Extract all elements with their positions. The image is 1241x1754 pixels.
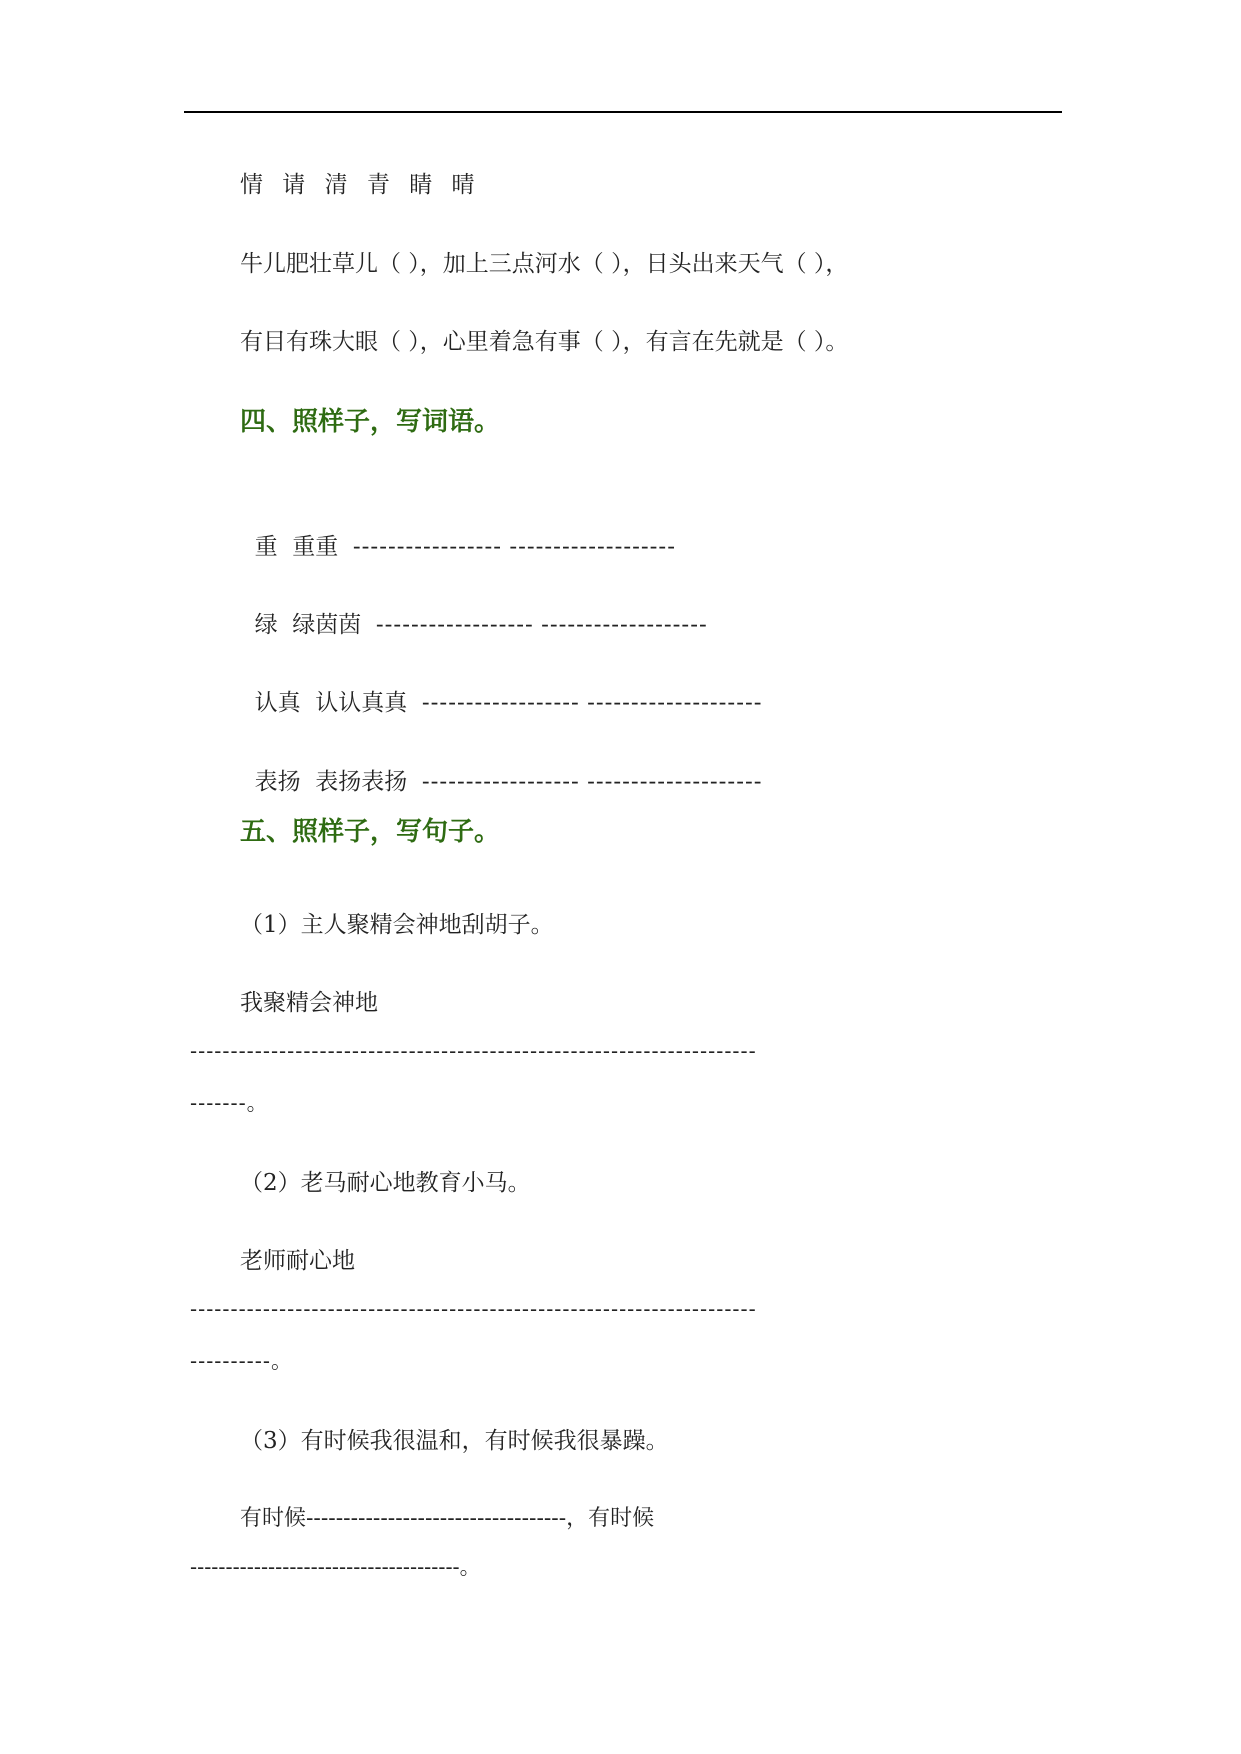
- q3-answer-line-2[interactable]: --------------------------------------。: [190, 1555, 481, 1579]
- answer-blank[interactable]: -------------------: [509, 534, 676, 560]
- word-prompt: 重 重重: [254, 534, 339, 560]
- answer-blank[interactable]: -----------------: [352, 534, 502, 560]
- q3-answer-line-1[interactable]: 有时候-----------------------------------，有时候: [240, 1506, 655, 1531]
- q2-start: 老师耐心地: [240, 1248, 355, 1274]
- word-item-1: [240, 502, 676, 562]
- q1-answer-end[interactable]: -------。: [190, 1091, 269, 1115]
- q1-example: （1）主人聚精会神地刮胡子。: [240, 912, 554, 938]
- section5-title: 五、照样子，写句子。: [240, 817, 501, 847]
- q1-start: 我聚精会神地: [240, 990, 378, 1016]
- q3-example: （3）有时候我很温和，有时候我很暴躁。: [240, 1428, 669, 1454]
- answer-blank[interactable]: ------------------: [375, 612, 534, 638]
- answer-blank[interactable]: ------------------: [421, 769, 580, 795]
- word-prompt: 表扬 表扬表扬: [254, 769, 408, 795]
- riddle-line-1: 牛儿肥壮草儿（ ），加上三点河水（ ），日头出来天气（ ），: [240, 251, 849, 277]
- word-item-2: [240, 580, 708, 640]
- word-item-3: [240, 658, 763, 718]
- q2-example: （2）老马耐心地教育小马。: [240, 1170, 531, 1196]
- word-item-4: [240, 737, 763, 797]
- answer-blank[interactable]: --------------------: [587, 769, 763, 795]
- answer-blank[interactable]: -------------------: [541, 612, 708, 638]
- word-prompt: 认真 认认真真: [254, 690, 408, 716]
- q1-answer-line[interactable]: ----------------------------------------------------------------------: [190, 1039, 757, 1063]
- q2-answer-line[interactable]: ----------------------------------------------------------------------: [190, 1297, 757, 1321]
- chars-line: 情 请 清 青 睛 晴: [240, 172, 481, 198]
- answer-blank[interactable]: --------------------: [587, 690, 763, 716]
- riddle-line-2: 有目有珠大眼（ ），心里着急有事（ ），有言在先就是（ ）。: [240, 329, 849, 355]
- q2-answer-end[interactable]: ----------。: [190, 1349, 293, 1373]
- answer-blank[interactable]: ------------------: [421, 690, 580, 716]
- section4-title: 四、照样子，写词语。: [240, 407, 501, 437]
- header-rule: [184, 111, 1062, 113]
- word-prompt: 绿 绿茵茵: [254, 612, 362, 638]
